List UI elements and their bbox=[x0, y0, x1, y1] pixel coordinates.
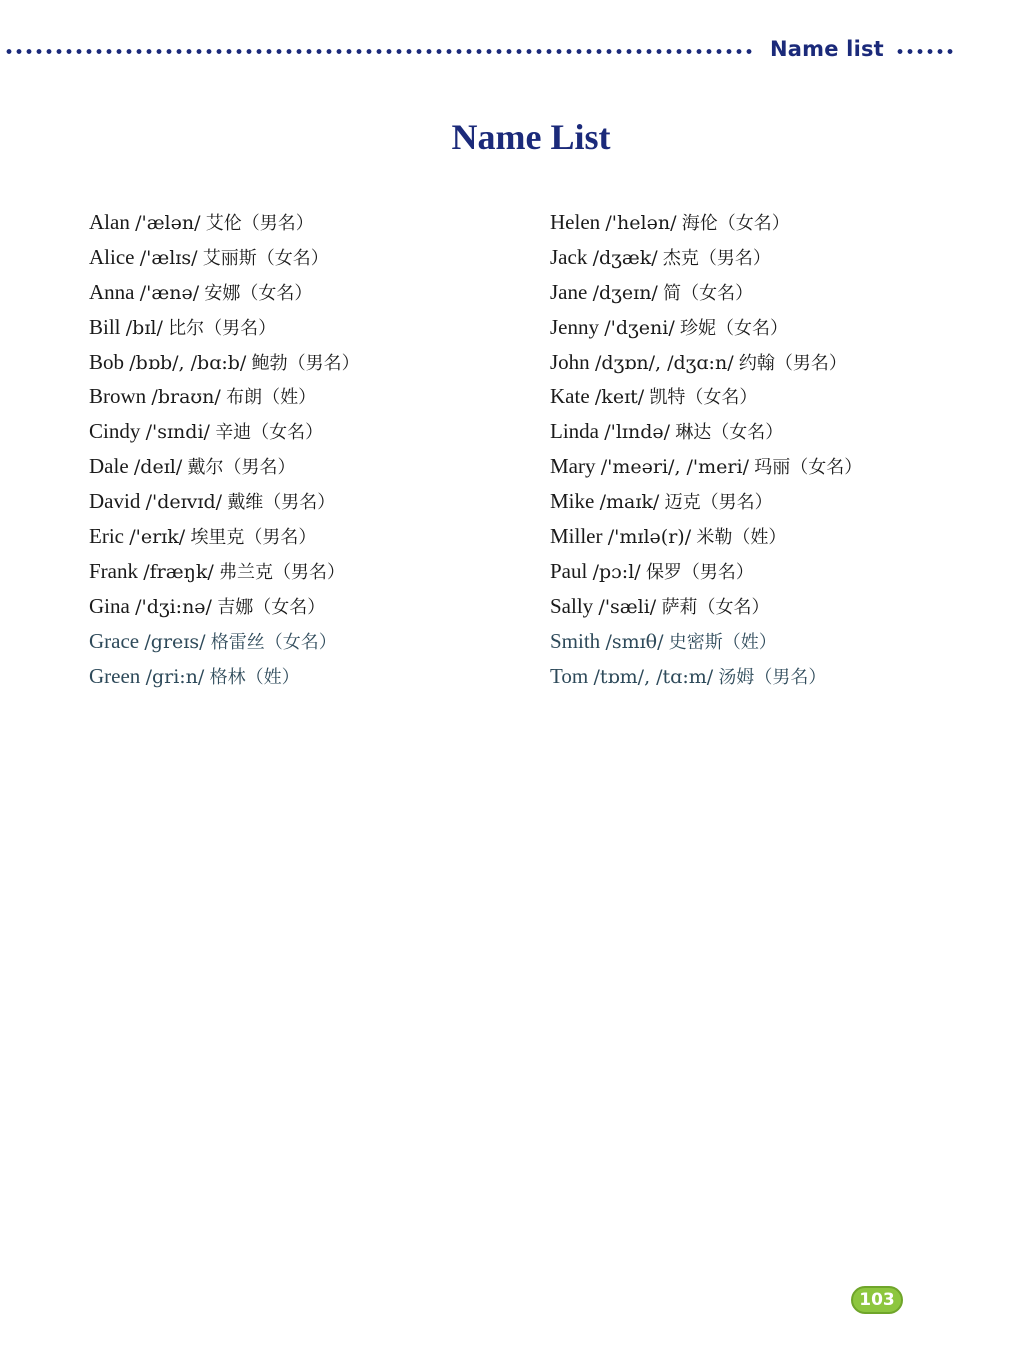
entry-phonetic: /dʒæk/ bbox=[592, 246, 658, 269]
name-entry bbox=[89, 414, 360, 449]
entry-name: Jane bbox=[550, 279, 588, 304]
entry-name: Eric bbox=[89, 524, 124, 549]
entry-chinese: 安娜（女名） bbox=[204, 282, 313, 304]
entry-chinese: 布朗（姓） bbox=[226, 387, 317, 409]
entry-phonetic: /keɪt/ bbox=[594, 386, 645, 409]
entry-phonetic: /'helən/ bbox=[605, 212, 677, 234]
entry-chinese: 格林（姓） bbox=[209, 666, 300, 688]
entry-phonetic: /dʒɒn/, /dʒɑ:n/ bbox=[594, 351, 734, 374]
entry-chinese: 史密斯（姓） bbox=[668, 631, 777, 653]
entry-chinese: 吉娜（女名） bbox=[217, 596, 326, 618]
entry-name: Alice bbox=[89, 244, 135, 269]
entry-phonetic: /'lɪndə/ bbox=[604, 421, 671, 444]
entry-phonetic: /'ælɪs/ bbox=[139, 246, 198, 269]
entry-phonetic: /deɪl/ bbox=[133, 456, 183, 479]
entry-chinese: 比尔（男名） bbox=[168, 317, 277, 339]
name-entry bbox=[89, 240, 360, 275]
page-number-badge: 103 bbox=[851, 1286, 903, 1314]
running-header-label: Name list bbox=[770, 37, 884, 61]
name-entry bbox=[550, 379, 862, 414]
entry-chinese: 玛丽（女名） bbox=[754, 457, 863, 479]
entry-chinese: 鲍勃（男名） bbox=[251, 352, 360, 374]
page-title: Name List bbox=[451, 117, 611, 157]
entry-chinese: 约翰（男名） bbox=[738, 352, 847, 374]
name-entry bbox=[550, 414, 862, 449]
entry-chinese: 埃里克（男名） bbox=[190, 527, 317, 549]
entry-phonetic: /braʊn/ bbox=[151, 386, 221, 409]
name-list-left-column bbox=[89, 205, 360, 693]
name-entry bbox=[89, 310, 360, 345]
name-entry bbox=[550, 449, 862, 484]
entry-name: Bob bbox=[89, 349, 125, 374]
entry-chinese: 迈克（男名） bbox=[664, 492, 773, 514]
entry-chinese: 汤姆（男名） bbox=[718, 666, 827, 688]
entry-name: Gina bbox=[89, 593, 130, 618]
entry-chinese: 格雷丝（女名） bbox=[210, 631, 337, 653]
entry-chinese: 辛迪（女名） bbox=[215, 422, 324, 444]
name-entry bbox=[550, 310, 862, 345]
entry-name: Miller bbox=[550, 524, 603, 549]
name-entry bbox=[550, 519, 862, 554]
entry-name: Bill bbox=[89, 314, 121, 339]
entry-phonetic: /tɒm/, /tɑ:m/ bbox=[593, 665, 714, 688]
name-entry bbox=[550, 205, 862, 240]
entry-chinese: 保罗（男名） bbox=[645, 561, 754, 583]
entry-phonetic: /'deɪvɪd/ bbox=[145, 491, 223, 514]
entry-name: Kate bbox=[550, 384, 590, 409]
entry-phonetic: /'ælən/ bbox=[135, 212, 201, 234]
entry-chinese: 简（女名） bbox=[663, 282, 754, 304]
entry-name: Anna bbox=[89, 279, 135, 304]
entry-chinese: 萨莉（女名） bbox=[661, 596, 770, 618]
entry-name: Green bbox=[89, 663, 141, 688]
name-entry bbox=[550, 589, 862, 624]
entry-name: Mary bbox=[550, 454, 596, 479]
entry-phonetic: /'dʒeni/ bbox=[604, 316, 675, 339]
entry-name: Jack bbox=[550, 244, 588, 269]
entry-name: Tom bbox=[550, 663, 589, 688]
name-entry bbox=[550, 240, 862, 275]
entry-chinese: 琳达（女名） bbox=[675, 422, 784, 444]
header-dotted-rule-end bbox=[895, 49, 953, 54]
name-entry bbox=[89, 624, 360, 659]
entry-chinese: 米勒（姓） bbox=[696, 527, 787, 549]
name-entry bbox=[89, 484, 360, 519]
entry-name: Linda bbox=[550, 419, 599, 444]
entry-phonetic: /smɪθ/ bbox=[605, 630, 664, 653]
entry-name: Sally bbox=[550, 593, 594, 618]
entry-phonetic: /'dʒi:nə/ bbox=[135, 595, 212, 618]
entry-name: Helen bbox=[550, 210, 601, 234]
name-entry bbox=[89, 275, 360, 310]
name-entry bbox=[550, 484, 862, 519]
name-entry bbox=[550, 275, 862, 310]
entry-name: Smith bbox=[550, 628, 601, 653]
entry-chinese: 珍妮（女名） bbox=[679, 317, 788, 339]
entry-phonetic: /greɪs/ bbox=[144, 630, 206, 653]
entry-name: Alan bbox=[89, 210, 130, 234]
name-entry bbox=[89, 345, 360, 380]
name-entry bbox=[89, 379, 360, 414]
entry-phonetic: /gri:n/ bbox=[145, 665, 205, 688]
entry-phonetic: /'mɪlə(r)/ bbox=[607, 526, 692, 549]
name-entry bbox=[89, 589, 360, 624]
name-entry bbox=[89, 449, 360, 484]
name-entry bbox=[89, 554, 360, 589]
entry-phonetic: /'erɪk/ bbox=[129, 526, 186, 549]
entry-name: David bbox=[89, 489, 141, 514]
name-entry bbox=[89, 205, 360, 240]
entry-chinese: 戴维（男名） bbox=[227, 492, 336, 514]
entry-phonetic: /dʒeɪn/ bbox=[592, 281, 658, 304]
entry-chinese: 艾丽斯（女名） bbox=[202, 247, 329, 269]
name-entry bbox=[550, 659, 862, 694]
entry-name: Cindy bbox=[89, 419, 141, 444]
running-header bbox=[0, 36, 960, 66]
name-entry bbox=[550, 624, 862, 659]
name-entry bbox=[550, 345, 862, 380]
entry-phonetic: /'sæli/ bbox=[598, 595, 657, 618]
entry-chinese: 弗兰克（男名） bbox=[219, 561, 346, 583]
entry-name: Mike bbox=[550, 489, 595, 514]
entry-phonetic: /bɒb/, /bɑ:b/ bbox=[129, 351, 247, 374]
entry-name: Brown bbox=[89, 384, 147, 409]
name-entry bbox=[89, 659, 360, 694]
entry-chinese: 艾伦（男名） bbox=[205, 213, 314, 234]
entry-name: Dale bbox=[89, 454, 129, 479]
entry-chinese: 戴尔（男名） bbox=[187, 457, 296, 479]
entry-phonetic: /'sɪndi/ bbox=[145, 421, 210, 444]
entry-chinese: 杰克（男名） bbox=[662, 247, 771, 269]
entry-name: Grace bbox=[89, 628, 140, 653]
entry-name: John bbox=[550, 349, 590, 374]
header-dotted-rule bbox=[4, 49, 756, 54]
entry-chinese: 海伦（女名） bbox=[681, 213, 790, 234]
entry-chinese: 凯特（女名） bbox=[649, 387, 758, 409]
entry-name: Paul bbox=[550, 558, 588, 583]
entry-phonetic: /bɪl/ bbox=[125, 316, 163, 339]
entry-phonetic: /'ænə/ bbox=[139, 281, 200, 304]
name-list-right-column bbox=[550, 205, 862, 693]
entry-phonetic: /fræŋk/ bbox=[143, 560, 214, 583]
entry-phonetic: /'meəri/, /'meri/ bbox=[600, 456, 749, 479]
entry-name: Jenny bbox=[550, 314, 599, 339]
entry-phonetic: /maɪk/ bbox=[599, 491, 660, 514]
entry-phonetic: /pɔ:l/ bbox=[592, 560, 641, 583]
name-entry bbox=[89, 519, 360, 554]
name-entry bbox=[550, 554, 862, 589]
entry-name: Frank bbox=[89, 558, 138, 583]
